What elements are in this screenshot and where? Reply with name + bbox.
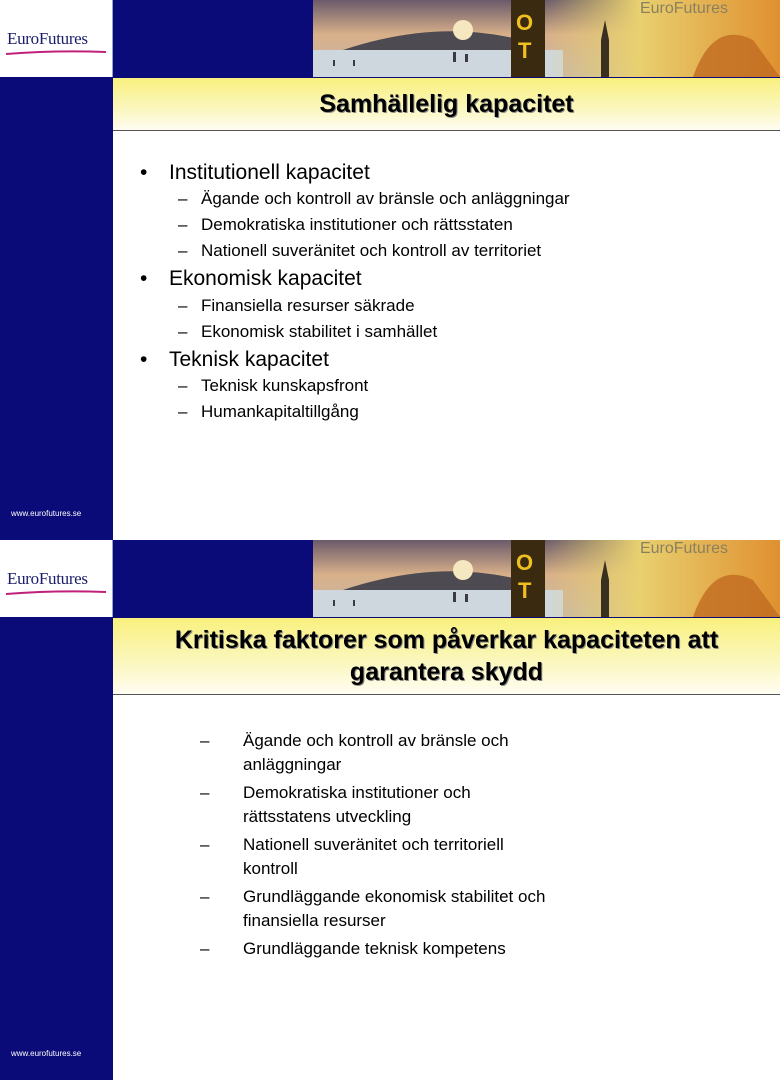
bullet-list <box>140 158 760 425</box>
slide-title: Samhällelig kapacitet <box>319 89 574 118</box>
dash-marker: – <box>178 215 188 235</box>
bullet-section <box>140 159 760 186</box>
list-item-line-1: Nationell suveränitet och territoriell <box>243 835 504 854</box>
sub-bullet-text: Nationell suveränitet och kontroll av territoriet <box>201 241 542 261</box>
sub-bullet-text: Humankapitaltillgång <box>201 401 359 421</box>
section-label: Institutionell kapacitet <box>169 161 370 184</box>
sub-bullet <box>140 186 760 212</box>
logo-text: EuroFutures <box>7 29 88 48</box>
sub-bullet-text: Teknisk kunskapsfront <box>201 375 369 395</box>
list-item <box>200 781 620 829</box>
slide-title-line-1: Kritiska faktorer som påverkar kapaciteten att <box>174 625 719 654</box>
bullet-section <box>140 346 760 373</box>
sub-bullet <box>140 373 760 399</box>
dash-marker: – <box>178 295 188 315</box>
dash-marker: – <box>200 731 210 750</box>
header-brand-text: EuroFutures <box>639 0 728 17</box>
list-item <box>200 937 620 961</box>
list-item <box>200 885 620 933</box>
bullet-marker: • <box>140 347 148 371</box>
logo <box>0 540 113 617</box>
list-item-line-1: Grundläggande ekonomisk stabilitet och <box>243 887 546 906</box>
dash-marker: – <box>200 887 210 906</box>
dash-marker: – <box>178 189 188 209</box>
list-item <box>200 833 620 881</box>
sub-bullet-text: Ekonomisk stabilitet i samhället <box>201 321 438 341</box>
list-item-line-2: anläggningar <box>243 755 342 774</box>
header-brand-text: EuroFutures <box>639 540 728 557</box>
list-item-line-2: finansiella resurser <box>243 911 386 930</box>
dash-marker: – <box>200 835 210 854</box>
list-item <box>200 729 620 777</box>
sub-bullet-text: Finansiella resurser säkrade <box>201 295 415 315</box>
dash-marker: – <box>178 321 188 341</box>
svg-text:T: T <box>518 578 532 603</box>
slide-title-line-2: garantera skydd <box>349 658 544 686</box>
sub-bullet-text: Ägande och kontroll av bränsle och anläggningar <box>201 189 570 209</box>
header-dark-band <box>113 0 313 77</box>
sub-bullet <box>140 238 760 264</box>
slide-title <box>175 624 718 689</box>
list-item-line-1: Grundläggande teknisk kompetens <box>243 939 506 958</box>
bullet-section <box>140 265 760 292</box>
logo-text: EuroFutures <box>7 569 88 588</box>
header-dark-band <box>113 540 313 617</box>
logo <box>0 0 113 77</box>
sidebar <box>0 540 113 1080</box>
list-item-line-2: kontroll <box>243 859 298 878</box>
sub-bullet <box>140 293 760 319</box>
dash-marker: – <box>178 401 188 421</box>
website-url: www.eurofutures.se <box>11 1049 82 1058</box>
sub-bullet-text: Demokratiska institutioner och rättsstaten <box>201 215 513 235</box>
sub-bullet <box>140 319 760 345</box>
dash-marker: – <box>200 939 210 958</box>
section-label: Ekonomisk kapacitet <box>169 267 362 291</box>
slide-2 <box>0 540 780 1080</box>
website-url: www.eurofutures.se <box>11 509 82 518</box>
dash-marker: – <box>178 375 188 395</box>
svg-text:O: O <box>516 550 534 575</box>
list-item-line-2: rättsstatens utveckling <box>243 807 412 826</box>
header-photo <box>313 540 780 617</box>
sidebar <box>0 0 113 540</box>
bullet-marker: • <box>140 267 148 291</box>
header-photo <box>313 0 780 77</box>
sub-bullet <box>140 399 760 425</box>
section-label: Teknisk kapacitet <box>169 347 329 371</box>
svg-text:O: O <box>516 10 534 35</box>
list-item-line-1: Demokratiska institutioner och <box>243 783 471 802</box>
dash-marker: – <box>178 241 188 261</box>
factor-list <box>200 729 620 965</box>
list-item-line-1: Ägande och kontroll av bränsle och <box>243 731 509 750</box>
bullet-marker: • <box>140 161 148 184</box>
dash-marker: – <box>200 783 210 802</box>
svg-text:T: T <box>518 38 532 63</box>
sub-bullet <box>140 212 760 238</box>
title-band <box>113 77 780 131</box>
logo-swoosh-icon <box>6 50 106 56</box>
logo-swoosh-icon <box>6 590 106 596</box>
title-band <box>113 617 780 695</box>
